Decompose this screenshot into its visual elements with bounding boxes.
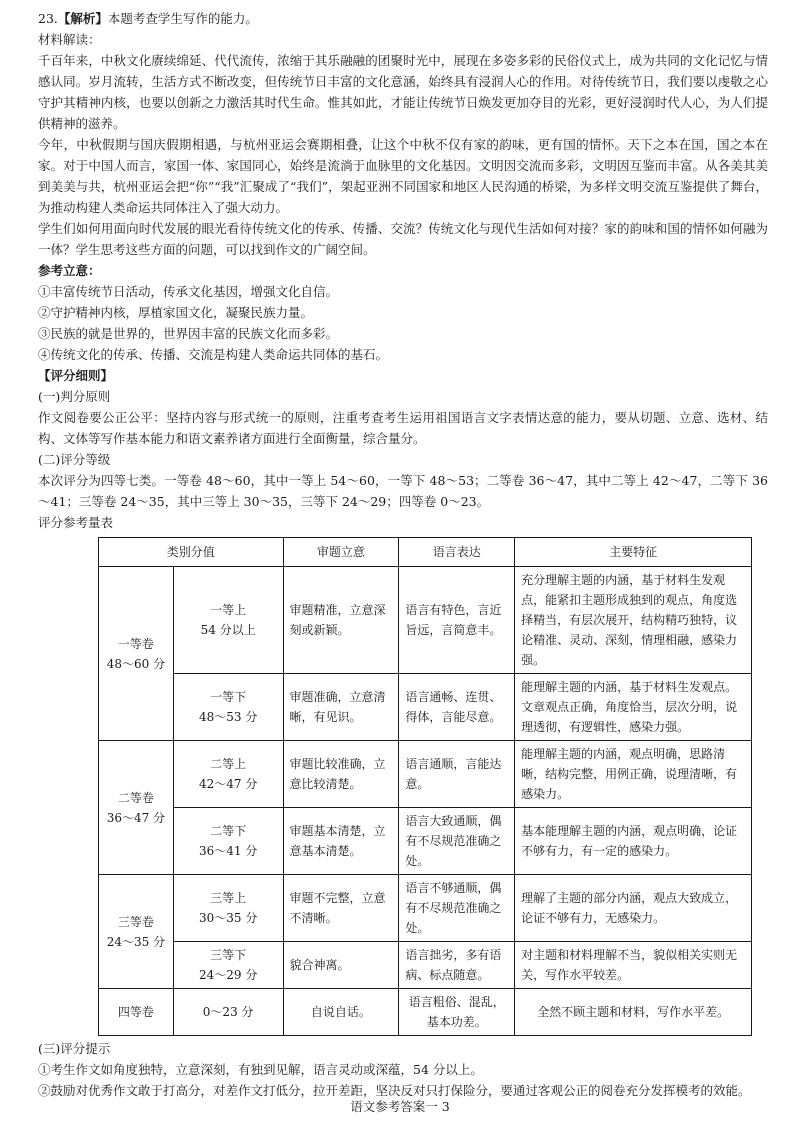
table-row <box>99 942 752 989</box>
reference-item: ①丰富传统节日活动，传承文化基因，增强文化自信。 <box>38 284 339 299</box>
answer-page <box>38 8 768 1101</box>
tier-cell <box>99 875 174 989</box>
features-cell: 能理解主题的内涵，基于材料生发观点。文章观点正确，角度恰当，层次分明，说理透彻，有逻辑性，感染力强。 <box>515 674 752 741</box>
tier-label: 四等卷 <box>117 1005 154 1019</box>
sub-grade-label: 二等下 36～41 分 <box>198 824 258 858</box>
features-cell: 对主题和材料理解不当，貌似相关实则无关，写作水平较差。 <box>515 942 752 989</box>
scoring-rules-label: 【评分细则】 <box>38 368 114 383</box>
material-paragraph-1: 千百年来，中秋文化赓续绵延、代代流传，浓缩于其乐融融的团聚时光中，展现在多姿多彩的民俗仪式上，成为共同的文化记忆与情感认同。岁月流转，生活方式不断改变，但传统节日丰富的文化意涵，始终具有浸润人心的作用。对待传统节日，我们要以虔敬之心守护其精神内核，也要以创新之力激活其时代生命。惟其如此，才能让传统节日焕发更加夺目的光彩，更好浸润时代人心，为人们提供精神的滋养。 <box>38 53 768 131</box>
grading-table <box>98 537 752 1036</box>
features-cell: 充分理解主题的内涵，基于材料生发观点，能紧扣主题形成独到的观点，角度选择精当，有层次展开，结构精巧独特，议论精准、灵动、深刻，情理相融，感染力强。 <box>515 567 752 674</box>
language-cell: 语言通畅、连贯、得体，言能尽意。 <box>399 674 515 741</box>
language-cell: 语言大致通顺，偶有不尽规范准确之处。 <box>399 808 515 875</box>
sub-grade-label: 一等上 54 分以上 <box>200 603 256 637</box>
sub-grade-cell <box>173 567 283 674</box>
sub-grade-cell <box>173 942 283 989</box>
material-paragraph-3: 学生们如何用面向时代发展的眼光看待传统文化的传承、传播、交流？传统文化与现代生活如何对接？家的韵味和国的情怀如何融为一体？学生思考这些方面的问题，可以找到作文的广阔空间。 <box>38 221 768 257</box>
sub-grade-label: 三等下 24～29 分 <box>198 948 258 982</box>
question-intro: 本题考查学生写作的能力。 <box>107 11 258 26</box>
table-row <box>99 674 752 741</box>
header-features: 主要特征 <box>515 538 752 567</box>
topic-cell: 审题准确，立意清晰，有见识。 <box>283 674 399 741</box>
header-category: 类别分值 <box>99 538 284 567</box>
header-language: 语言表达 <box>399 538 515 567</box>
reference-item: ②守护精神内核，厚植家国文化，凝聚民族力量。 <box>38 305 314 320</box>
table-row <box>99 741 752 808</box>
section-2-text: 本次评分为四等七类。一等卷 48～60，其中一等上 54～60，一等下 48～53；二等卷 36～47，其中二等上 42～47，二等下 36～41；三等卷 24～35，其中三等上 30～35，三等下 24～29；四等卷 0～23。 <box>38 473 768 509</box>
table-caption: 评分参考量表 <box>38 515 114 530</box>
header-topic: 审题立意 <box>283 538 399 567</box>
language-cell: 语言粗俗、混乱，基本功差。 <box>399 989 515 1036</box>
section-1-text: 作文阅卷要公正公平：坚持内容与形式统一的原则，注重考查考生运用祖国语言文字表情达意的能力，要从切题、立意、选材、结构、文体等写作基本能力和语文素养诸方面进行全面衡量，综合量分。 <box>38 410 768 446</box>
tip-item: ①考生作文如角度独特，立意深刻，有独到见解，语言灵动或深蕴，54 分以上。 <box>38 1062 483 1077</box>
language-cell: 语言拙劣，多有语病、标点随意。 <box>399 942 515 989</box>
sub-grade-label: 三等上 30～35 分 <box>198 891 258 925</box>
features-cell: 基本能理解主题的内涵，观点明确，论证不够有力，有一定的感染力。 <box>515 808 752 875</box>
language-cell: 语言通顺，言能达意。 <box>399 741 515 808</box>
material-label: 材料解读： <box>38 32 101 47</box>
topic-cell: 审题比较准确，立意比较清楚。 <box>283 741 399 808</box>
sub-grade-cell: 0～23 分 <box>173 989 283 1036</box>
section-2-title: (二)评分等级 <box>38 452 111 467</box>
tier-label: 三等卷 24～35 分 <box>106 914 166 949</box>
topic-cell: 审题基本清楚，立意基本清楚。 <box>283 808 399 875</box>
question-number: 23. <box>38 11 58 26</box>
tier-cell <box>99 567 174 741</box>
tier-cell <box>99 989 174 1036</box>
features-cell: 理解了主题的部分内涵，观点大致成立，论证不够有力，无感染力。 <box>515 875 752 942</box>
table-header-row <box>99 538 752 567</box>
topic-cell: 貌合神离。 <box>283 942 399 989</box>
sub-grade-cell <box>173 808 283 875</box>
reference-item: ③民族的就是世界的，世界因丰富的民族文化而多彩。 <box>38 326 339 341</box>
tier-cell <box>99 741 174 875</box>
language-cell: 语言不够通顺，偶有不尽规范准确之处。 <box>399 875 515 942</box>
tip-item: ②鼓励对优秀作文敢于打高分，对差作文打低分，拉开差距，坚决反对只打保险分，要通过客观公正的阅卷充分发挥模考的效能。 <box>38 1083 751 1098</box>
tier-label: 二等卷 36～47 分 <box>106 790 166 825</box>
table-row <box>99 875 752 942</box>
sub-grade-label: 一等下 48～53 分 <box>198 690 258 724</box>
sub-grade-label: 二等上 42～47 分 <box>198 757 258 791</box>
features-cell: 全然不顾主题和材料，写作水平差。 <box>515 989 752 1036</box>
table-row <box>99 567 752 674</box>
reference-item: ④传统文化的传承、传播、交流是构建人类命运共同体的基石。 <box>38 347 389 362</box>
material-paragraph-2: 今年，中秋假期与国庆假期相遇，与杭州亚运会赛期相叠，让这个中秋不仅有家的韵味，更有国的情怀。天下之本在国，国之本在家。对于中国人而言，家国一体、家国同心，始终是流淌于血脉里的文化基因。文明因交流而多彩，文明因互鉴而丰富。从各美其美到美美与共，杭州亚运会把“你”“我”汇聚成了“我们”，架起亚洲不同国家和地区人民沟通的桥梁，为多样文明交流互鉴提供了舞台，为推动构建人类命运共同体注入了强大动力。 <box>38 137 768 215</box>
features-cell: 能理解主题的内涵，观点明确，思路清晰，结构完整，用例正确，说理清晰，有感染力。 <box>515 741 752 808</box>
section-3-title: (三)评分提示 <box>38 1041 111 1056</box>
reference-label: 参考立意： <box>38 263 101 278</box>
question-header <box>38 8 768 29</box>
topic-cell: 审题不完整，立意不清晰。 <box>283 875 399 942</box>
topic-cell: 自说自话。 <box>283 989 399 1036</box>
table-row <box>99 989 752 1036</box>
sub-grade-cell <box>173 875 283 942</box>
table-row <box>99 808 752 875</box>
language-cell: 语言有特色，言近旨远，言简意丰。 <box>399 567 515 674</box>
section-1-title: (一)判分原则 <box>38 389 111 404</box>
topic-cell: 审题精准，立意深刻或新颖。 <box>283 567 399 674</box>
tier-label: 一等卷 48～60 分 <box>106 636 166 671</box>
sub-grade-cell <box>173 741 283 808</box>
sub-grade-cell <box>173 674 283 741</box>
analysis-tag: 【解析】 <box>57 11 108 26</box>
page-footer: 语文参考答案一 3 <box>350 1099 450 1114</box>
